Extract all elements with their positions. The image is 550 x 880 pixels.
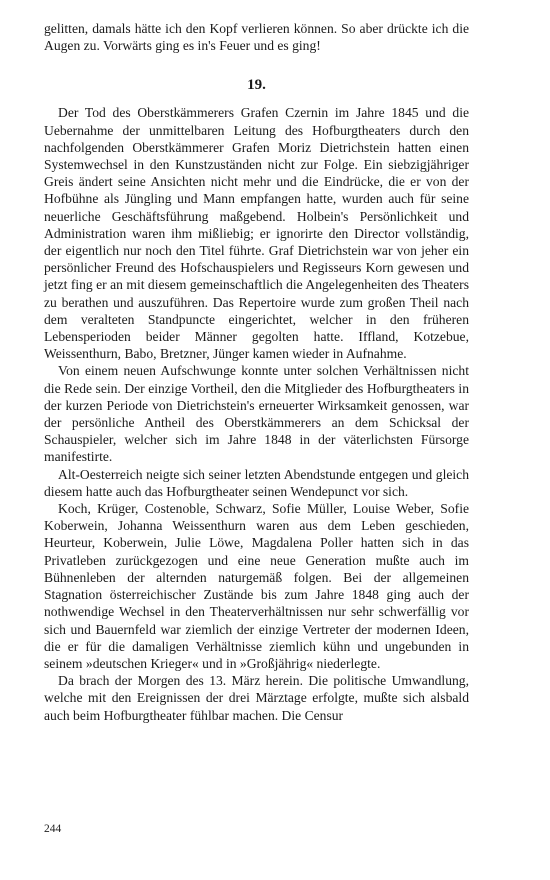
paragraph: Von einem neuen Aufschwunge konnte unter solchen Verhältnissen nicht die Rede sein. Der einzige Vortheil, den die Mitglieder des Hofburgtheaters in der kurzen Periode von Dietrichstein's erneuerter Wirksamkeit genossen, war der persönliche Antheil des Oberstkämmerers an dem Schicksal der Schauspieler, welcher sich im Jahre 1848 in der väterlichsten Fürsorge manifestirte. [44,363,469,465]
page-body [44,20,469,724]
opening-paragraph: gelitten, damals hätte ich den Kopf verlieren können. So aber drückte ich die Augen zu. Vorwärts ging es in's Feuer und es ging! [44,21,469,54]
paragraph: Da brach der Morgen des 13. März herein. Die politische Umwandlung, welche mit den Ereignissen der drei Märztage erfolgte, mußte sich alsbald auch beim Hofburgtheater fühlbar machen. Die Censur [44,673,469,723]
chapter-heading: 19. [247,77,266,94]
paragraph: Koch, Krüger, Costenoble, Schwarz, Sofie Müller, Louise Weber, Sofie Koberwein, Johanna Weissenthurn waren aus dem Leben geschieden, Heurteur, Koberwein, Julie Löwe, Magdalena Poller hatten sich in das Privatleben zurückgezogen und eine neue Generation mußte auch im Bühnenleben der alternden naturgemäß folgen. Bei der allgemeinen Stagnation österreichischer Zustände bis zum Jahre 1848 ging auch der nothwendige Wechsel in den Theaterverhältnissen nur sehr schwerfällig vor sich und Bauernfeld war ziemlich der einzige Vertreter der modernen Ideen, die er für die damaligen Verhältnisse ziemlich kühn und ungebunden in seinem »deutschen Krieger« und in »Großjährig« niederlegte. [44,501,469,671]
paragraph: Alt-Oesterreich neigte sich seiner letzten Abendstunde entgegen und gleich diesem hatte auch das Hofburgtheater seinen Wendepunct vor sich. [44,466,469,499]
page-number: 244 [44,823,62,835]
paragraph: Der Tod des Oberstkämmerers Grafen Czernin im Jahre 1845 und die Uebernahme der unmittelbaren Leitung des Hofburgtheaters durch den nachfolgenden Oberstkämmerer Grafen Moriz Dietrichstein hatten einen Systemwechsel in den Kunstzuständen nicht zur Folge. Ein siebzigjähriger Greis ändert seine Ansichten nicht mehr und die Eindrücke, die er von der Hofbühne als Jüngling und Mann empfangen hatte, wurden auch für seine neuerliche Geschäftsführung maßgebend. Holbein's Persönlichkeit und Administration waren ihm mißliebig; er ignorirte den Director vollständig, der eigentlich nur noch den Titel führte. Graf Dietrichstein war von jeher ein persönlicher Freund des Hofschauspielers und Regisseurs Korn gewesen und jetzt fing er an mit diesem gemeinschaftlich die Angelegenheiten des Theaters zu berathen und auszuführen. Das Repertoire wurde zum großen Theil nach dem veralteten Standpuncte eingerichtet, welcher in den früheren Lebensperioden beider Männer gegolten hatte. Iffland, Kotzebue, Weissenthurn, Babo, Bretzner, Jünger kamen wieder in Aufnahme. [44,105,469,362]
